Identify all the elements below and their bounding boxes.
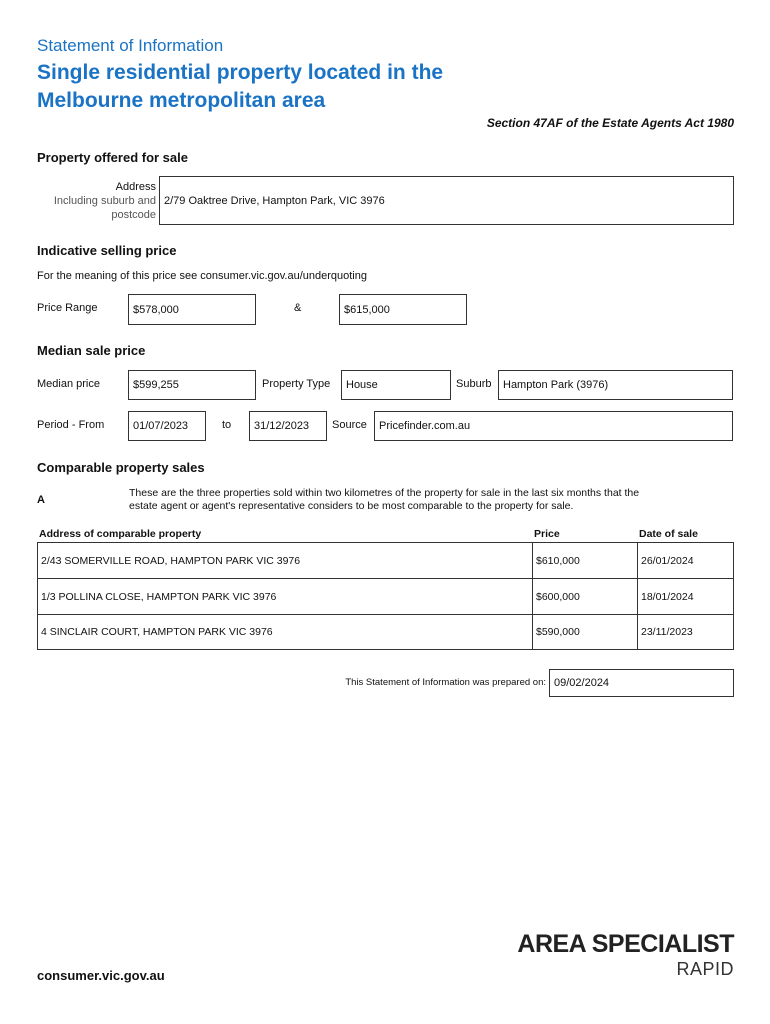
brand-logo <box>517 930 734 980</box>
table-row <box>37 614 734 650</box>
row-price: $610,000 <box>533 543 638 578</box>
prepared-on-label: This Statement of Information was prepared on: <box>345 677 546 688</box>
column-header-address: Address of comparable property <box>39 528 202 540</box>
row-date: 18/01/2024 <box>641 590 694 603</box>
median-price-value: $599,255 <box>133 379 179 391</box>
period-to-value: 31/12/2023 <box>254 420 310 432</box>
source-value: Pricefinder.com.au <box>379 420 471 432</box>
price-high-value: $615,000 <box>344 303 390 316</box>
source-field[interactable] <box>374 411 733 441</box>
address-label-line-1: Address <box>115 181 156 193</box>
address-value: 2/79 Oaktree Drive, Hampton Park, VIC 3976 <box>164 194 385 207</box>
document-title-line-1: Single residential property located in the <box>37 61 444 84</box>
brand-logo-sub: RAPID <box>676 959 734 979</box>
prepared-on-field[interactable] <box>549 669 734 697</box>
suburb-label: Suburb <box>456 378 492 390</box>
row-date: 23/11/2023 <box>641 626 693 638</box>
source-label: Source <box>332 419 367 431</box>
address-field[interactable] <box>159 176 734 225</box>
price-range-ampersand: & <box>294 302 302 314</box>
indicative-heading: Indicative selling price <box>37 243 177 258</box>
prepared-on-value: 09/02/2024 <box>554 677 610 689</box>
comparable-description <box>129 487 729 513</box>
median-heading: Median sale price <box>37 343 146 358</box>
price-range-label: Price Range <box>37 302 98 314</box>
suburb-value: Hampton Park (3976) <box>503 379 609 391</box>
median-price-field[interactable] <box>128 370 256 400</box>
table-row <box>37 578 734 614</box>
table-row <box>37 542 734 578</box>
column-header-price: Price <box>534 528 560 540</box>
underquoting-note: For the meaning of this price see consumer.vic.gov.au/underquoting <box>37 270 367 282</box>
row-address: 2/43 SOMERVILLE ROAD, HAMPTON PARK VIC 3976 <box>38 543 533 578</box>
comparable-description-line-2: estate agent or agent's representative considers to be most comparable to the property for sale. <box>129 500 574 512</box>
comparable-heading: Comparable property sales <box>37 460 205 475</box>
period-from-field[interactable] <box>128 411 206 441</box>
property-type-value: House <box>346 379 378 391</box>
price-high-field[interactable] <box>339 294 467 325</box>
row-date: 26/01/2024 <box>641 554 694 567</box>
row-price: $590,000 <box>533 615 638 649</box>
brand-logo-main: AREA SPECIALIST <box>517 930 734 958</box>
act-reference: Section 47AF of the Estate Agents Act 1980 <box>486 116 734 130</box>
period-to-label: to <box>222 419 232 431</box>
row-address: 4 SINCLAIR COURT, HAMPTON PARK VIC 3976 <box>38 615 533 649</box>
column-header-date: Date of sale <box>639 528 698 540</box>
address-label <box>30 180 156 222</box>
comparable-section-letter: A <box>37 494 45 506</box>
price-low-field[interactable] <box>128 294 256 325</box>
comparable-description-line-1: These are the three properties sold within two kilometres of the property for sale in the last six months that the <box>129 487 640 499</box>
document-title-line-2: Melbourne metropolitan area <box>37 89 326 112</box>
property-type-field[interactable] <box>341 370 451 400</box>
address-label-line-3: postcode <box>111 209 156 221</box>
period-to-field[interactable] <box>249 411 327 441</box>
row-price: $600,000 <box>533 579 638 614</box>
row-address: 1/3 POLLINA CLOSE, HAMPTON PARK VIC 3976 <box>38 579 533 614</box>
median-price-label: Median price <box>37 378 100 390</box>
period-from-label: Period - From <box>37 419 105 431</box>
period-from-value: 01/07/2023 <box>133 420 189 432</box>
footer-site: consumer.vic.gov.au <box>37 968 165 983</box>
property-heading: Property offered for sale <box>37 150 188 165</box>
price-low-value: $578,000 <box>133 303 179 316</box>
document-subtitle: Statement of Information <box>37 36 224 55</box>
property-type-label: Property Type <box>262 378 331 390</box>
suburb-field[interactable] <box>498 370 733 400</box>
address-label-line-2: Including suburb and <box>53 195 156 207</box>
